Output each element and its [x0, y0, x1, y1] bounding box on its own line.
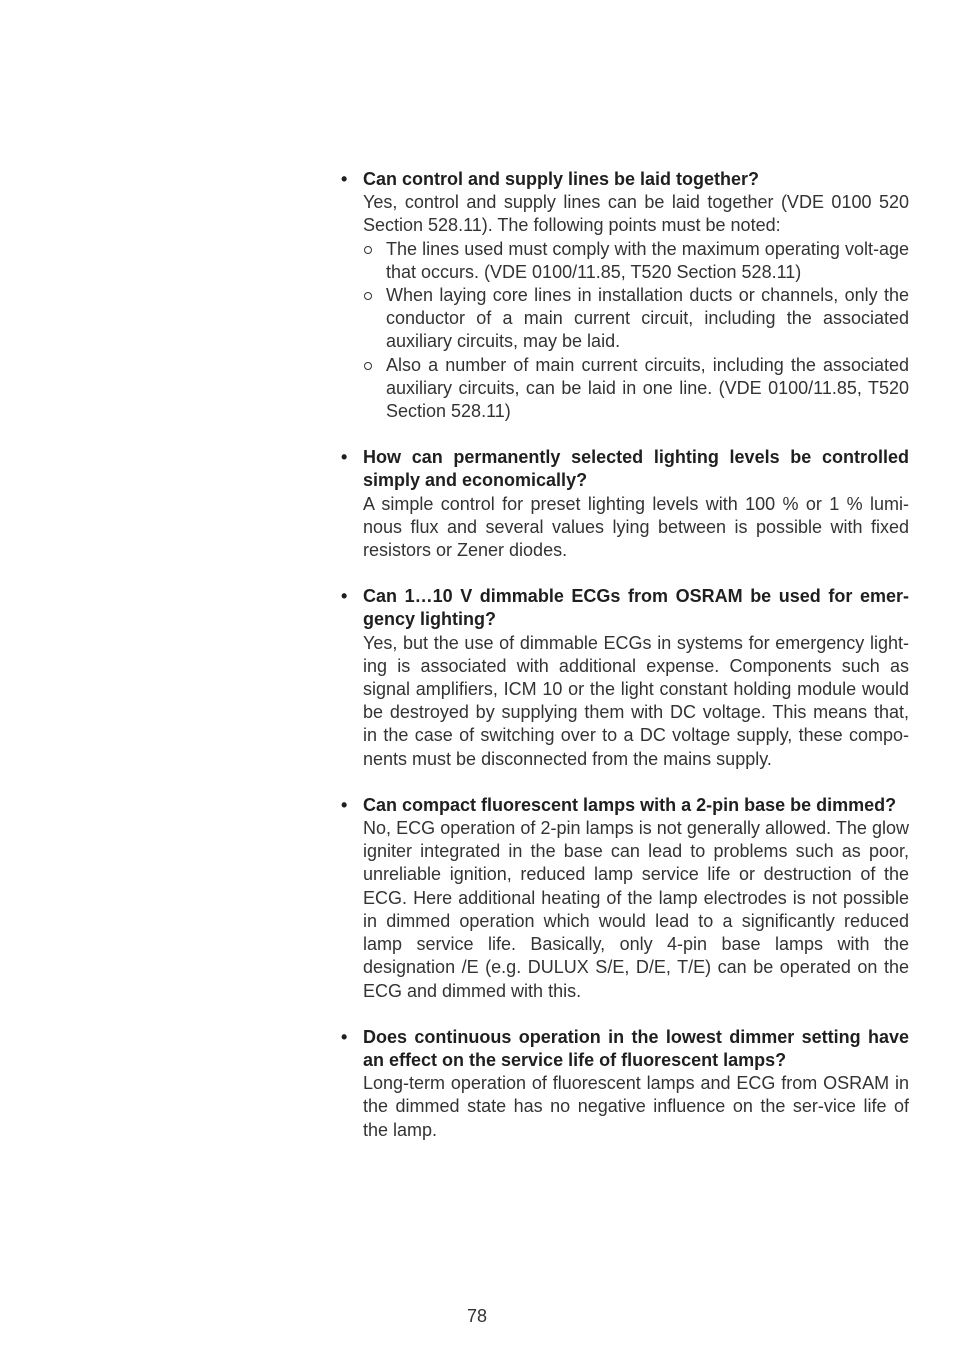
- faq-item-control-supply-lines: [341, 168, 909, 423]
- faq-subpoint-text: Also a number of main current circuits, including the associated auxiliary circuits, can be laid in one line. (VDE 0100/11.85, T520 Section 528.11): [386, 354, 909, 422]
- circle-bullet-icon: [364, 292, 372, 300]
- faq-subpoints: [363, 238, 909, 424]
- faq-item-lowest-dimmer-setting: [341, 1026, 909, 1142]
- faq-question: Can control and supply lines be laid together?: [363, 169, 760, 189]
- bullet-icon: •: [341, 1026, 348, 1047]
- faq-list: [341, 168, 909, 1165]
- bullet-icon: •: [341, 169, 348, 189]
- faq-question: How can permanently selected lighting levels be controlled simply and economically?: [363, 447, 909, 491]
- faq-answer: No, ECG operation of 2-pin lamps is not generally allowed. The glow igniter integrated in the base can lead to problems such as poor, unreliable ignition, reduced lamp service life or destruction of the ECG. Here additional heating of the lamp electrodes is not possible in dimmed operation which would lead to a significantly reduced lamp service life. Basically, only 4-pin base lamps with the designation /E (e.g. DULUX S/E, D/E, T/E) can be operated on the ECG and dimmed with this.: [363, 818, 909, 1001]
- faq-question: Does continuous operation in the lowest dimmer setting have an effect on the service life of fluorescent lamps?: [363, 1026, 909, 1070]
- faq-subpoint: [363, 238, 909, 284]
- circle-bullet-icon: [364, 362, 372, 370]
- faq-question: Can compact fluorescent lamps with a 2-pin base be dimmed?: [363, 794, 897, 815]
- bullet-icon: •: [341, 794, 348, 815]
- circle-bullet-icon: [364, 246, 372, 254]
- bullet-icon: •: [341, 447, 348, 468]
- faq-answer: A simple control for preset lighting levels with 100 % or 1 % lumi-nous flux and several values lying between is possible with fixed resistors or Zener diodes.: [363, 493, 909, 561]
- faq-subpoint-text: When laying core lines in installation ducts or channels, only the conductor of a main current circuit, including the associated auxiliary circuits, may be laid.: [386, 285, 909, 352]
- page-number: 78: [466, 1306, 488, 1326]
- faq-subpoint: [363, 354, 909, 424]
- faq-answer: Yes, control and supply lines can be laid together (VDE 0100 520 Section 528.11). The following points must be noted:: [363, 192, 909, 236]
- faq-item-compact-fluorescent: [341, 794, 909, 1003]
- faq-question: Can 1…10 V dimmable ECGs from OSRAM be used for emer-gency lighting?: [363, 586, 909, 630]
- faq-answer: Yes, but the use of dimmable ECGs in systems for emergency light-ing is associated with additional expense. Components such as signal amplifiers, ICM 10 or the light constant holding module would be destroyed by supplying them with DC voltage. This means that, in the case of switching over to a DC voltage supply, these compo-nents must be disconnected from the mains supply.: [363, 632, 909, 769]
- faq-subpoint: [363, 284, 909, 354]
- bullet-icon: •: [341, 586, 348, 607]
- faq-answer: Long-term operation of fluorescent lamps and ECG from OSRAM in the dimmed state has no negative influence on the ser-vice life of the lamp.: [363, 1073, 909, 1140]
- faq-subpoint-text: The lines used must comply with the maximum operating volt-age that occurs. (VDE 0100/11.85, T520 Section 528.11): [386, 238, 909, 282]
- faq-item-emergency-lighting: [341, 585, 909, 771]
- faq-item-lighting-levels: [341, 446, 909, 562]
